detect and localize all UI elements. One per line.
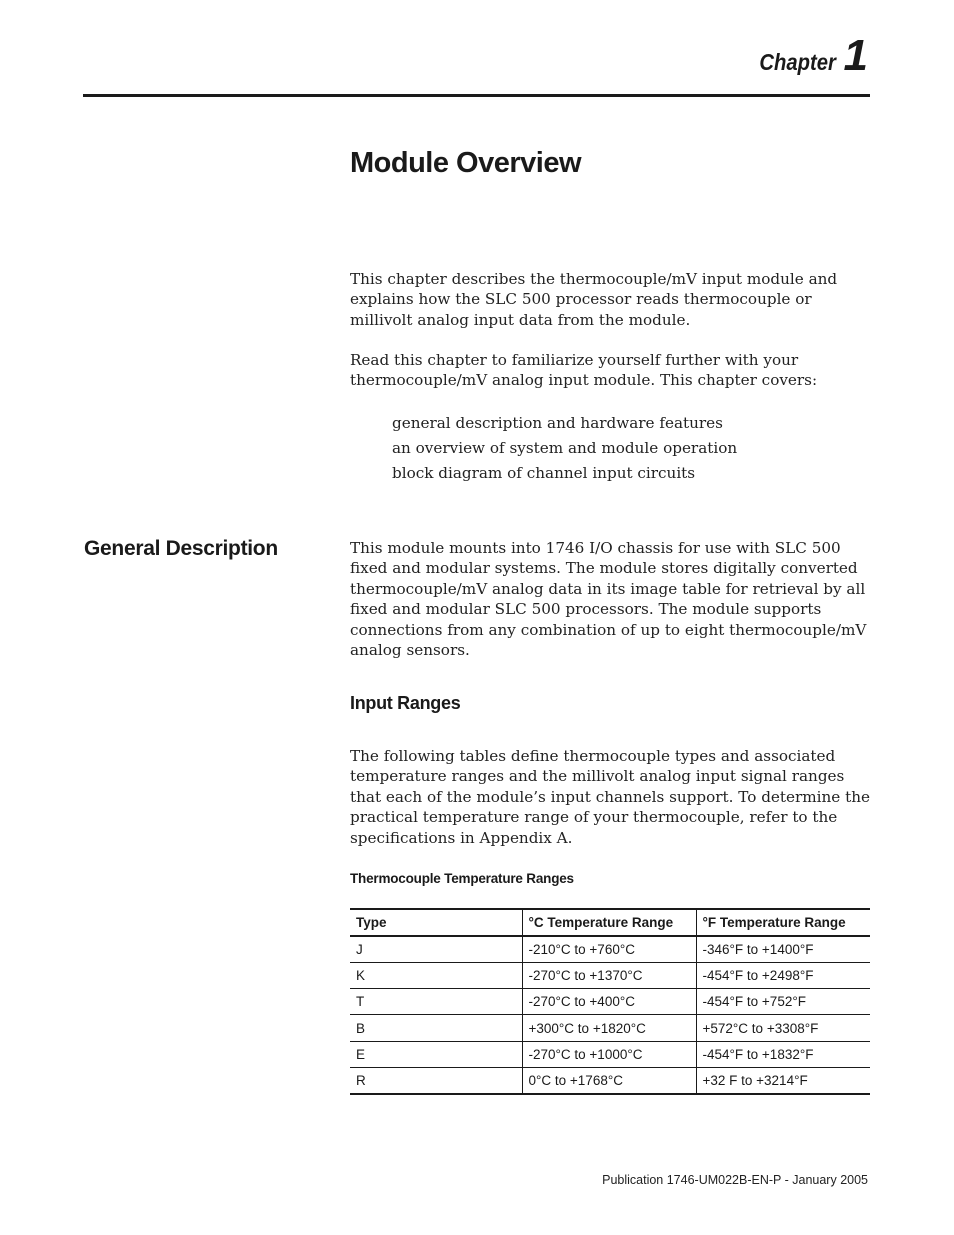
publication-footer: Publication 1746-UM022B-EN-P - January 2005 xyxy=(602,1173,868,1187)
chapter-header xyxy=(749,31,868,80)
general-description-paragraph: This module mounts into 1746 I/O chassis for use with SLC 500 fixed and modular systems. The module stores digitally converted thermocouple/mV analog data in its image table for retrieval by all fixed and modular SLC 500 processors. The module supports connections from any combination of up to eight thermocouple/mV analog sensors. xyxy=(350,539,867,660)
page-title: Module Overview xyxy=(350,147,582,179)
cell-celsius: -210°C to +760°C xyxy=(522,936,696,962)
cell-fahrenheit: -454°F to +1832°F xyxy=(696,1041,870,1067)
intro-paragraph-1: This chapter describes the thermocouple/mV input module and explains how the SLC 500 processor reads thermocouple or millivolt analog input data from the module. xyxy=(350,270,838,329)
cell-fahrenheit: +572°C to +3308°F xyxy=(696,1015,870,1041)
table-row xyxy=(350,1015,870,1041)
cell-fahrenheit: +32 F to +3214°F xyxy=(696,1067,870,1093)
intro-section xyxy=(350,269,870,330)
cell-celsius: -270°C to +1000°C xyxy=(522,1041,696,1067)
list-item: an overview of system and module operation xyxy=(392,439,738,457)
column-header-type: Type xyxy=(356,915,387,930)
table-row xyxy=(350,1041,870,1067)
table-row xyxy=(350,1067,870,1093)
table-caption: Thermocouple Temperature Ranges xyxy=(350,871,574,886)
list-item: general description and hardware features xyxy=(392,414,723,432)
cell-type: T xyxy=(356,994,365,1010)
cell-type: E xyxy=(356,1046,366,1062)
cell-celsius: +300°C to +1820°C xyxy=(522,1015,696,1041)
cell-type: K xyxy=(356,967,366,983)
chapter-rule xyxy=(83,94,870,97)
cell-fahrenheit: -454°F to +752°F xyxy=(696,989,870,1015)
table-header-row xyxy=(350,909,870,936)
cell-fahrenheit: -346°F to +1400°F xyxy=(696,936,870,962)
subsection-heading-input-ranges: Input Ranges xyxy=(350,693,461,713)
general-description-section xyxy=(350,538,870,660)
cell-type: J xyxy=(356,941,363,957)
column-header-fahrenheit: °F Temperature Range xyxy=(696,909,870,936)
input-ranges-section xyxy=(350,746,870,848)
intro-paragraph-2: Read this chapter to familiarize yourself further with your thermocouple/mV analog input module. This chapter covers: xyxy=(350,351,818,390)
chapter-number: 1 xyxy=(843,31,868,80)
table-row xyxy=(350,989,870,1015)
cell-type: B xyxy=(356,1020,366,1036)
intro-section-2 xyxy=(350,350,870,391)
input-ranges-paragraph: The following tables define thermocouple types and associated temperature ranges and the millivolt analog input signal ranges that each of the module’s input channels support. To determine the practical temperature range of your thermocouple, refer to the specifications in Appendix A. xyxy=(350,747,871,847)
chapter-topics-list xyxy=(392,411,737,486)
thermocouple-ranges-table xyxy=(350,908,870,1095)
cell-fahrenheit: -454°F to +2498°F xyxy=(696,962,870,988)
table-row xyxy=(350,936,870,962)
section-heading-general-description: General Description xyxy=(84,537,278,560)
list-item: block diagram of channel input circuits xyxy=(392,464,696,482)
table-row xyxy=(350,962,870,988)
column-header-celsius: °C Temperature Range xyxy=(522,909,696,936)
cell-celsius: 0°C to +1768°C xyxy=(522,1067,696,1093)
cell-type: R xyxy=(356,1072,366,1088)
cell-celsius: -270°C to +1370°C xyxy=(522,962,696,988)
chapter-label: Chapter xyxy=(759,49,836,75)
cell-celsius: -270°C to +400°C xyxy=(522,989,696,1015)
